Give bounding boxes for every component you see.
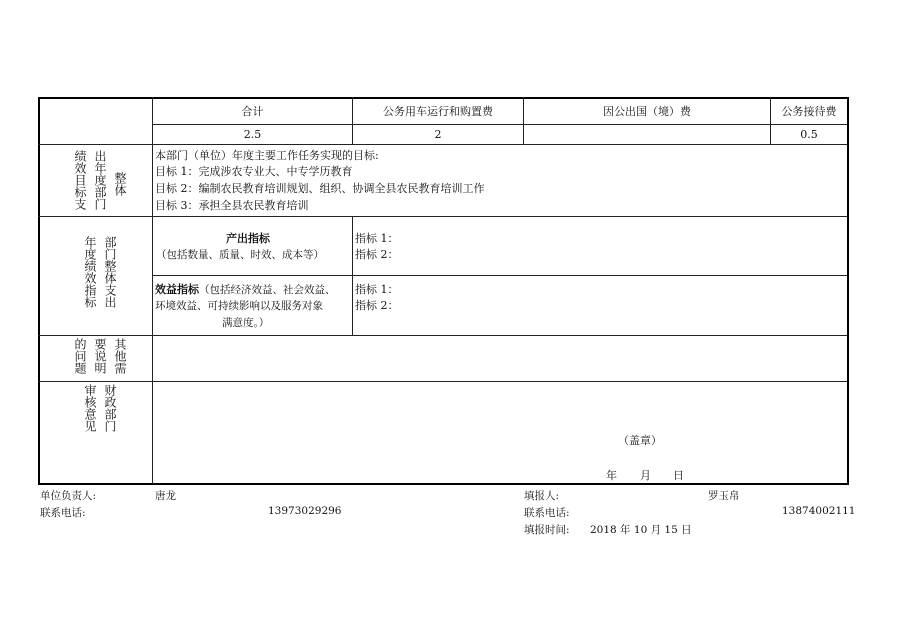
kpi-label-col-2-text: 年度绩效指标 bbox=[83, 236, 97, 308]
benefit-desc-line-1 bbox=[155, 281, 336, 299]
header-abroad: 因公出国（境）费 bbox=[603, 105, 691, 118]
overall-line-1: 本部门（单位）年度主要工作任务实现的目标: bbox=[155, 149, 379, 162]
overall-label-col-1 bbox=[113, 172, 127, 214]
values-row-divider bbox=[38, 144, 847, 145]
contact-right: 13874002111 bbox=[782, 505, 856, 517]
output-item-1: 指标 1： bbox=[355, 232, 399, 245]
table-bottom-border bbox=[38, 483, 848, 485]
section-divider-other bbox=[38, 381, 847, 382]
kpi-label-col-1-text: 部门整体支出 bbox=[103, 236, 117, 308]
value-vehicle: 2 bbox=[434, 128, 442, 141]
output-title: 产出指标 bbox=[226, 232, 270, 245]
finance-label-col-2-text: 审核意见 bbox=[83, 384, 97, 432]
other-label-col-1-text: 其他需 bbox=[113, 338, 127, 374]
benefit-item-1: 指标 1： bbox=[355, 283, 399, 296]
overall-label-col-2-text: 出年度部门 bbox=[93, 150, 107, 210]
header-vehicle: 公务用车运行和购置费 bbox=[383, 105, 493, 118]
other-label-col-3-text: 的问题 bbox=[73, 338, 87, 374]
date-day: 日 bbox=[673, 469, 684, 482]
contact-left: 13973029296 bbox=[268, 505, 342, 517]
benefit-title: 效益指标 bbox=[155, 283, 199, 296]
benefit-desc-line-3: 满意度。） bbox=[222, 317, 270, 329]
value-total: 2.5 bbox=[243, 128, 262, 141]
overall-label bbox=[60, 150, 140, 214]
benefit-desc-1: （包括经济效益、社会效益、 bbox=[199, 284, 336, 296]
overall-label-col-3 bbox=[73, 150, 87, 214]
other-label-col-3 bbox=[73, 338, 87, 380]
finance-label-col-1-text: 财政部门 bbox=[103, 384, 117, 432]
filler-label: 填报人: bbox=[524, 490, 560, 502]
fill-time-value: 2018 年 10 月 15 日 bbox=[590, 524, 692, 536]
overall-line-2: 目标 1：完成涉农专业大、中专学历教育 bbox=[155, 165, 353, 178]
overall-line-3: 目标 2：编制农民教育培训规划、组织、协调全县农民教育培训工作 bbox=[155, 182, 485, 195]
seal-text: （盖章） bbox=[618, 434, 662, 447]
kpi-label bbox=[70, 236, 130, 326]
output-item-2: 指标 2： bbox=[355, 248, 399, 261]
contact-label-left: 联系电话: bbox=[40, 507, 86, 519]
output-desc: （包括数量、质量、时效、成本等） bbox=[156, 249, 324, 261]
overall-label-col-1-text: 整体 bbox=[113, 172, 127, 196]
overall-label-col-3-text: 绩效目标支 bbox=[73, 150, 87, 210]
table-left-border bbox=[38, 97, 40, 485]
filler-name: 罗玉帛 bbox=[708, 490, 740, 502]
other-label bbox=[62, 338, 138, 380]
unit-head-name: 唐龙 bbox=[155, 490, 176, 502]
header-reception: 公务接待费 bbox=[781, 105, 837, 118]
kpi-label-col-2 bbox=[83, 236, 97, 326]
section-divider-overall bbox=[38, 216, 847, 217]
unit-head-label: 单位负责人: bbox=[40, 490, 97, 502]
kpi-inner-divider bbox=[352, 216, 353, 335]
value-abroad bbox=[524, 125, 770, 144]
benefit-item-2: 指标 2： bbox=[355, 299, 399, 312]
kpi-label-col-1 bbox=[103, 236, 117, 326]
date-year: 年 bbox=[606, 469, 617, 482]
finance-label-col-1 bbox=[103, 384, 117, 444]
fill-time-label: 填报时间: bbox=[524, 524, 570, 536]
section-divider-output bbox=[152, 275, 847, 276]
other-label-col-2-text: 要说明 bbox=[93, 338, 107, 374]
finance-label-col-2 bbox=[83, 384, 97, 444]
finance-label bbox=[70, 384, 130, 444]
contact-label-right: 联系电话: bbox=[524, 507, 570, 519]
overall-label-col-2 bbox=[93, 150, 107, 214]
other-label-col-1 bbox=[113, 338, 127, 380]
benefit-desc-line-2: 环境效益、可持续影响以及服务对象 bbox=[155, 300, 323, 312]
header-total: 合计 bbox=[241, 105, 264, 118]
other-label-col-2 bbox=[93, 338, 107, 380]
table-right-border bbox=[847, 97, 849, 485]
label-column-divider bbox=[152, 97, 153, 484]
overall-line-4: 目标 3：承担全县农民教育培训 bbox=[155, 199, 309, 212]
value-reception: 0.5 bbox=[800, 128, 818, 141]
date-month: 月 bbox=[640, 469, 651, 482]
section-divider-kpi bbox=[38, 335, 847, 336]
